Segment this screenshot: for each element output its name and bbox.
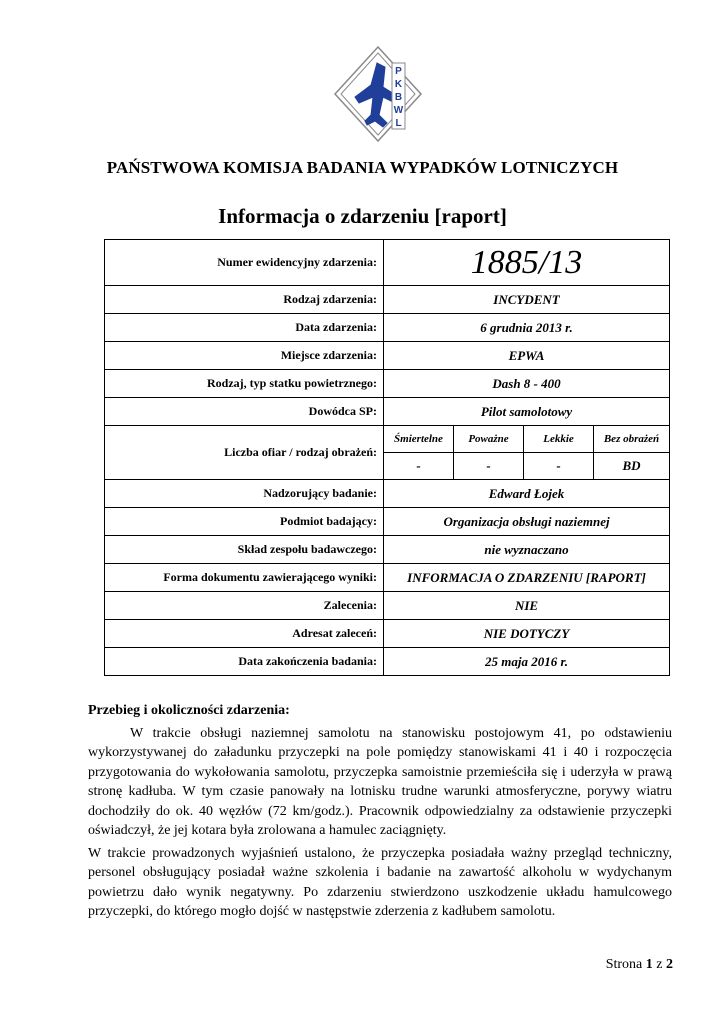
page-number bbox=[606, 957, 673, 973]
recommendations-label: Zalecenia: bbox=[105, 592, 384, 620]
event-info-table bbox=[104, 239, 670, 676]
addressee-value: NIE DOTYCZY bbox=[384, 620, 670, 648]
document-title: Informacja o zdarzeniu [raport] bbox=[218, 204, 507, 228]
commander-label: Dowódca SP: bbox=[105, 398, 384, 426]
table-row bbox=[105, 398, 670, 426]
page-current: 1 bbox=[645, 957, 653, 972]
event-number: 1885/13 bbox=[384, 240, 670, 286]
recommendations-value: NIE bbox=[384, 592, 670, 620]
body-paragraph: W trakcie obsługi naziemnej samolotu na stanowisku postojowym 41, po odstawieniu wykorzystywanej do załadunku przyczepki na pole pomiędzy stanowiskami 41 i 40 i rozpoczęcia przygotowania do wykołowania samolotu, przyczepka samoistnie przemieściła się i uderzyła w prawą stronę kadłuba. W tym czasie panowały na lotnisku trudne warunki atmosferyczne, porywy wiatru dochodziły do ok. 40 węzłów (72 km/godz.). Pracownik odpowiedzialny za odstawienie przyczepki oświadczył, że jej kotara była zrolowana a hamulec zaciągnięty. bbox=[88, 726, 672, 839]
table-row bbox=[105, 648, 670, 676]
addressee-label: Adresat zaleceń: bbox=[105, 620, 384, 648]
event-place: EPWA bbox=[384, 342, 670, 370]
date-label: Data zdarzenia: bbox=[105, 314, 384, 342]
page-total: 2 bbox=[666, 957, 673, 972]
casualties-label: Liczba ofiar / rodzaj obrażeń: bbox=[105, 426, 384, 480]
table-row bbox=[105, 536, 670, 564]
event-type: INCYDENT bbox=[384, 286, 670, 314]
table-row bbox=[105, 240, 670, 286]
page-separator: z bbox=[656, 957, 663, 972]
table-row bbox=[105, 426, 670, 453]
place-label: Miejsce zdarzenia: bbox=[105, 342, 384, 370]
body-paragraph: W trakcie prowadzonych wyjaśnień ustalono, że przyczepka posiadała ważny przegląd techniczny, personel obsługujący posiadał ważne szkolenia i badanie na zawartość alkoholu w wydychanym powietrzu dało wynik negatywny. Po zdarzeniu stwierdzono uszkodzenie układu hamulcowego przyczepki, do którego mogło dojść w następstwie zderzenia z kadłubem samolotu. bbox=[88, 846, 672, 920]
table-row bbox=[105, 370, 670, 398]
team-value: nie wyznaczano bbox=[384, 536, 670, 564]
aircraft-type: Dash 8 - 400 bbox=[384, 370, 670, 398]
casualties-value-minor: - bbox=[524, 453, 594, 480]
table-row bbox=[105, 564, 670, 592]
pkbwl-logo-graphic bbox=[333, 45, 423, 143]
svg-text:W: W bbox=[393, 105, 404, 116]
table-row bbox=[105, 286, 670, 314]
casualties-value-none: BD bbox=[594, 453, 670, 480]
end-date-value: 25 maja 2016 r. bbox=[384, 648, 670, 676]
event-date: 6 grudnia 2013 r. bbox=[384, 314, 670, 342]
number-label: Numer ewidencyjny zdarzenia: bbox=[105, 240, 384, 286]
aircraft-label: Rodzaj, typ statku powietrznego: bbox=[105, 370, 384, 398]
casualties-header-serious: Poważne bbox=[454, 426, 524, 453]
supervisor-label: Nadzorujący badanie: bbox=[105, 480, 384, 508]
pkbwl-logo bbox=[333, 45, 423, 143]
svg-text:B: B bbox=[394, 92, 403, 103]
casualties-value-fatal: - bbox=[384, 453, 454, 480]
page-word: Strona bbox=[605, 957, 643, 972]
casualties-header-minor: Lekkie bbox=[524, 426, 594, 453]
table-row bbox=[105, 620, 670, 648]
form-value: INFORMACJA O ZDARZENIU [RAPORT] bbox=[384, 564, 670, 592]
table-row bbox=[105, 508, 670, 536]
investigator-value: Organizacja obsługi naziemnej bbox=[384, 508, 670, 536]
table-row bbox=[105, 480, 670, 508]
svg-text:P: P bbox=[395, 66, 402, 77]
table-row bbox=[105, 342, 670, 370]
svg-text:K: K bbox=[394, 79, 403, 90]
casualties-header-none: Bez obrażeń bbox=[594, 426, 670, 453]
commander-value: Pilot samolotowy bbox=[384, 398, 670, 426]
casualties-value-serious: - bbox=[454, 453, 524, 480]
investigator-label: Podmiot badający: bbox=[105, 508, 384, 536]
supervisor-value: Edward Łojek bbox=[384, 480, 670, 508]
team-label: Skład zespołu badawczego: bbox=[105, 536, 384, 564]
end-date-label: Data zakończenia badania: bbox=[105, 648, 384, 676]
type-label: Rodzaj zdarzenia: bbox=[105, 286, 384, 314]
casualties-header-fatal: Śmiertelne bbox=[384, 426, 454, 453]
organization-name: PAŃSTWOWA KOMISJA BADANIA WYPADKÓW LOTNICZYCH bbox=[106, 158, 619, 177]
table-row bbox=[105, 314, 670, 342]
svg-text:L: L bbox=[395, 118, 402, 129]
table-row bbox=[105, 592, 670, 620]
section-heading: Przebieg i okoliczności zdarzenia: bbox=[88, 703, 290, 718]
form-label: Forma dokumentu zawierającego wyniki: bbox=[105, 564, 384, 592]
